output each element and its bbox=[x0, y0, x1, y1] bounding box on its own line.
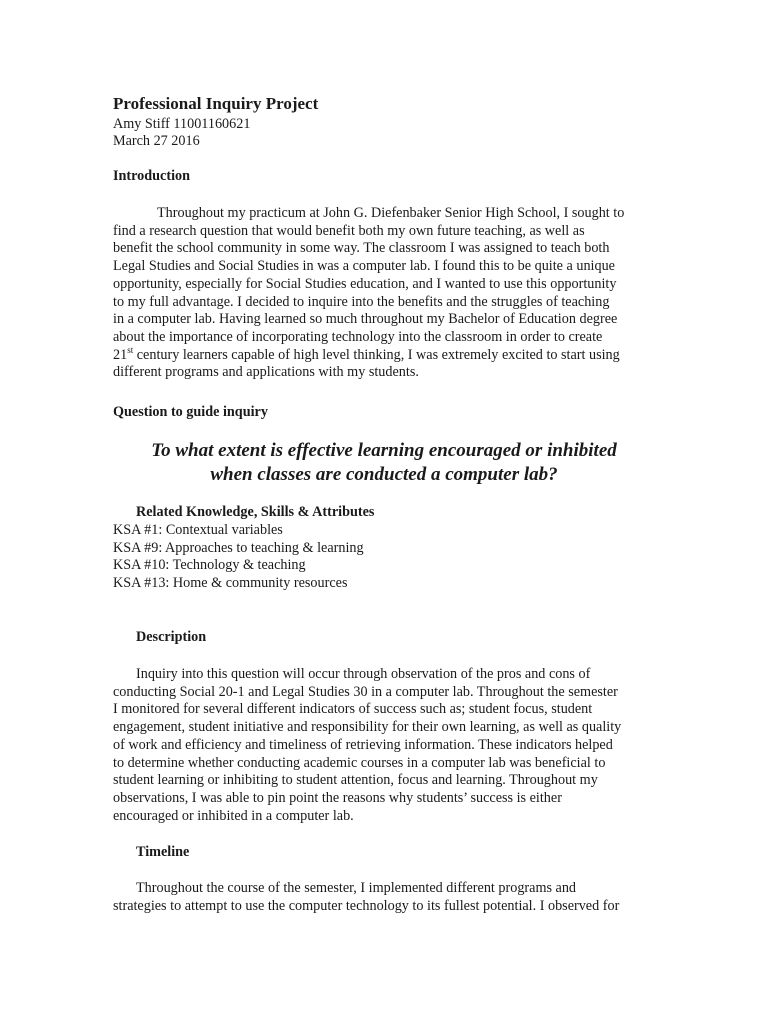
date-line: March 27 2016 bbox=[113, 133, 200, 149]
introduction-heading: Introduction bbox=[113, 168, 190, 184]
paragraph-line: observations, I was able to pin point the reasons why students’ success is either bbox=[113, 789, 562, 806]
guiding-question-line: when classes are conducted a computer lab? bbox=[210, 464, 558, 485]
paragraph-line: opportunity, especially for Social Studies education, and I wanted to use this opportunity bbox=[113, 275, 617, 292]
ksa-item: KSA #9: Approaches to teaching & learning bbox=[113, 539, 364, 556]
guiding-question-line: To what extent is effective learning encouraged or inhibited bbox=[151, 440, 617, 461]
paragraph-line: to my full advantage. I decided to inquire into the benefits and the struggles of teaching bbox=[113, 293, 610, 310]
paragraph-line: benefit the school community in some way. The classroom I was assigned to teach both bbox=[113, 240, 610, 257]
paragraph-line bbox=[113, 344, 673, 365]
ksa-list bbox=[113, 522, 364, 592]
paragraph-line: to determine whether conducting academic courses in a computer lab was beneficial to bbox=[113, 754, 606, 771]
author-line: Amy Stiff 11001160621 bbox=[113, 116, 251, 132]
paragraph-line: in a computer lab. Having learned so much throughout my Bachelor of Education degree bbox=[113, 311, 618, 328]
guiding-question bbox=[0, 439, 768, 487]
paragraph-line: Throughout the course of the semester, I implemented different programs and bbox=[136, 880, 577, 896]
paragraph-line: about the importance of incorporating technology into the classroom in order to create bbox=[113, 328, 603, 345]
description-heading: Description bbox=[136, 629, 207, 645]
paragraph-line: encouraged or inhibited in a computer lab. bbox=[113, 807, 354, 824]
paragraph-line: conducting Social 20-1 and Legal Studies 30 in a computer lab. Throughout the semester bbox=[113, 683, 618, 700]
ordinal-superscript: st bbox=[127, 344, 134, 355]
paragraph-line: strategies to attempt to use the computer technology to its fullest potential. I observed for bbox=[113, 897, 620, 914]
document-title: Professional Inquiry Project bbox=[113, 94, 319, 113]
timeline-paragraph bbox=[113, 880, 673, 915]
paragraph-line: Legal Studies and Social Studies in was a computer lab. I found this to be quite a unique bbox=[113, 258, 615, 275]
ksa-item: KSA #1: Contextual variables bbox=[113, 522, 283, 538]
century-number: 21 bbox=[113, 346, 128, 363]
introduction-paragraph bbox=[113, 205, 673, 382]
ksa-heading: Related Knowledge, Skills & Attributes bbox=[136, 504, 375, 520]
paragraph-line: Inquiry into this question will occur through observation of the pros and cons of bbox=[136, 666, 591, 682]
paragraph-line: Throughout my practicum at John G. Diefenbaker Senior High School, I sought to bbox=[157, 205, 625, 221]
ksa-item: KSA #10: Technology & teaching bbox=[113, 557, 306, 574]
question-heading: Question to guide inquiry bbox=[113, 404, 268, 420]
paragraph-line: I monitored for several different indicators of success such as; student focus, student bbox=[113, 701, 593, 718]
paragraph-line: student learning or inhibiting to student attention, focus and learning. Throughout my bbox=[113, 772, 598, 789]
paragraph-line: different programs and applications with my students. bbox=[113, 364, 419, 381]
description-paragraph bbox=[113, 666, 673, 825]
paragraph-line: engagement, student initiative and responsibility for their own learning, as well as quality bbox=[113, 719, 622, 736]
paragraph-line: of work and efficiency and timeliness of retrieving information. These indicators helped bbox=[113, 736, 613, 753]
paragraph-line: find a research question that would benefit both my own future teaching, as well as bbox=[113, 222, 585, 239]
timeline-heading: Timeline bbox=[136, 844, 190, 860]
ksa-item: KSA #13: Home & community resources bbox=[113, 574, 348, 591]
line-continuation: century learners capable of high level thinking, I was extremely excited to start using bbox=[133, 346, 620, 363]
